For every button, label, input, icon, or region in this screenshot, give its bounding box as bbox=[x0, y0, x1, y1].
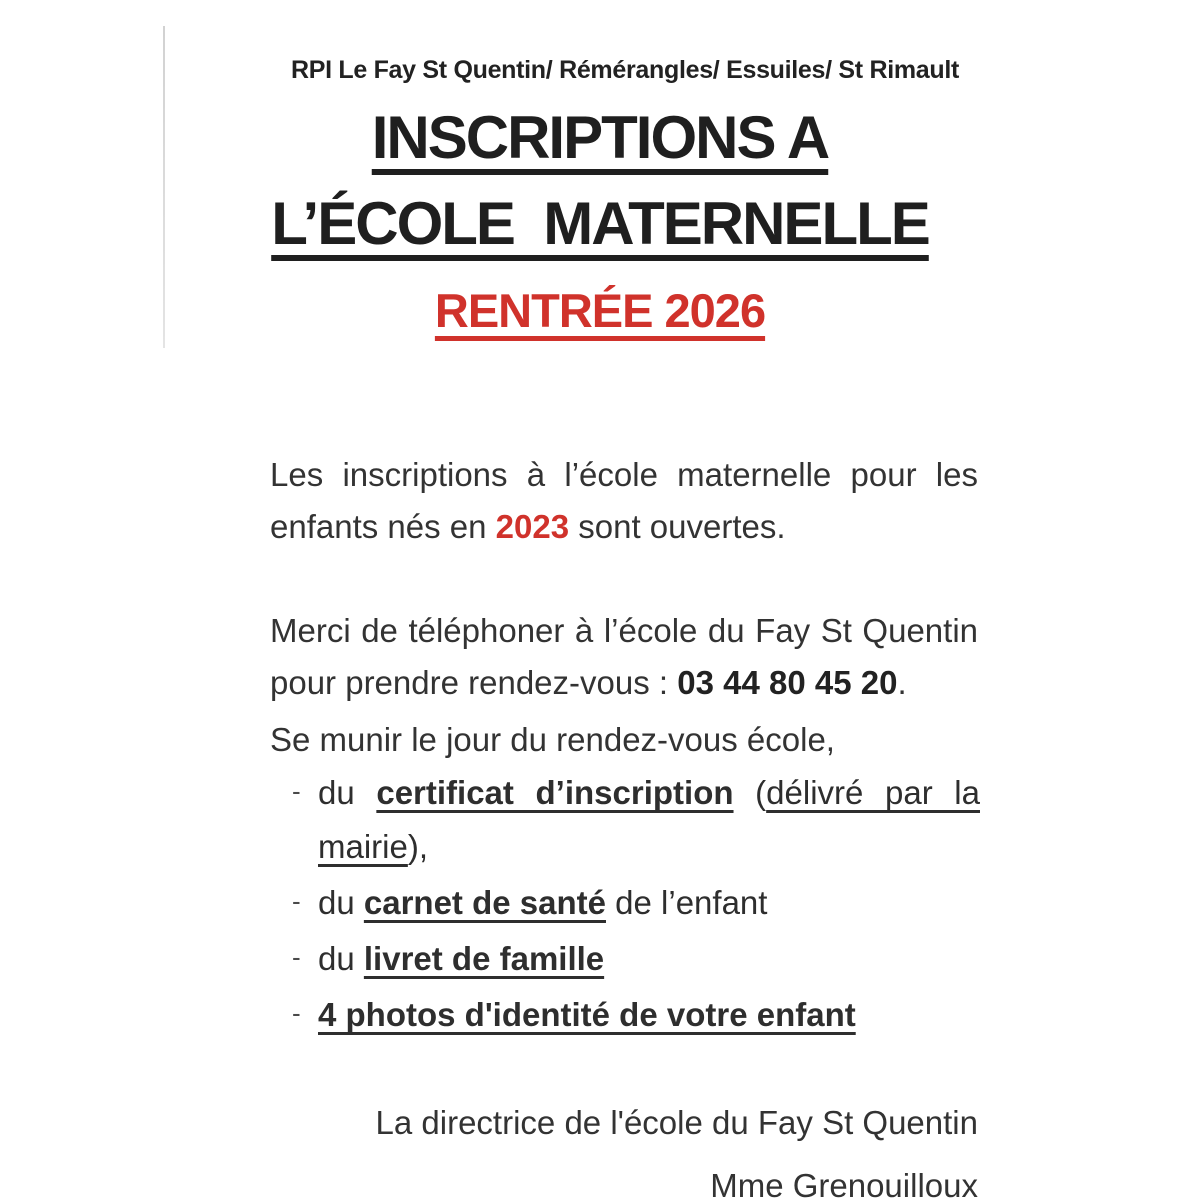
list-item-photos bbox=[290, 988, 980, 1042]
phone-number: 03 44 80 45 20 bbox=[677, 664, 898, 701]
signature-role: La directrice de l'école du Fay St Quentin bbox=[375, 1104, 978, 1141]
list-item-certificat bbox=[290, 766, 980, 874]
main-title-line1 bbox=[100, 103, 1100, 172]
main-title-line2 bbox=[100, 189, 1100, 258]
paragraph-phone bbox=[270, 605, 978, 709]
list-item-livret bbox=[290, 932, 980, 986]
school-group-header: RPI Le Fay St Quentin/ Rémérangles/ Essuiles/ St Rimault bbox=[290, 56, 960, 84]
list-item-text: du bbox=[318, 940, 364, 977]
list-item-text: de l’enfant bbox=[605, 884, 768, 921]
paragraph-inscriptions-post: sont ouvertes. bbox=[569, 508, 786, 545]
list-item-text: du bbox=[318, 774, 377, 811]
paragraph-inscriptions bbox=[270, 449, 978, 553]
list-item-text: ( bbox=[733, 774, 767, 811]
checklist-intro: Se munir le jour du rendez-vous école, bbox=[270, 721, 835, 758]
list-item-text: ), bbox=[407, 828, 429, 865]
dash-bullet-icon: - bbox=[292, 886, 301, 916]
subtitle-rentree bbox=[100, 283, 1100, 338]
dash-bullet-icon: - bbox=[292, 942, 301, 972]
signature-name: Mme Grenouilloux bbox=[710, 1167, 978, 1202]
required-documents-list bbox=[290, 766, 980, 1044]
dash-bullet-icon: - bbox=[292, 776, 301, 806]
subtitle-rentree-text: RENTRÉE 2026 bbox=[434, 284, 766, 337]
birth-year-highlight: 2023 bbox=[495, 508, 570, 545]
dash-bullet-icon: - bbox=[292, 998, 301, 1028]
paragraph-phone-post: . bbox=[897, 664, 907, 701]
list-item-emphasis: 4 photos d'identité de votre enfant bbox=[318, 996, 856, 1033]
list-item-emphasis: certificat d’inscription bbox=[376, 774, 734, 811]
paragraph-phone-pre: Merci de téléphoner à l’école du Fay St Quentin pour prendre rendez-vous : bbox=[270, 612, 978, 701]
list-item-text: du bbox=[318, 884, 364, 921]
list-item-emphasis: livret de famille bbox=[363, 940, 605, 977]
main-title-line1-text: INSCRIPTIONS A bbox=[371, 104, 829, 171]
list-item-carnet bbox=[290, 876, 980, 930]
list-item-underlined: délivré par la mairie bbox=[318, 774, 980, 865]
paragraph-inscriptions-pre: Les inscriptions à l’école maternelle pour les enfants nés en bbox=[270, 456, 978, 545]
main-title-line2-text: L’ÉCOLE MATERNELLE bbox=[271, 190, 929, 257]
list-item-emphasis: carnet de santé bbox=[363, 884, 606, 921]
